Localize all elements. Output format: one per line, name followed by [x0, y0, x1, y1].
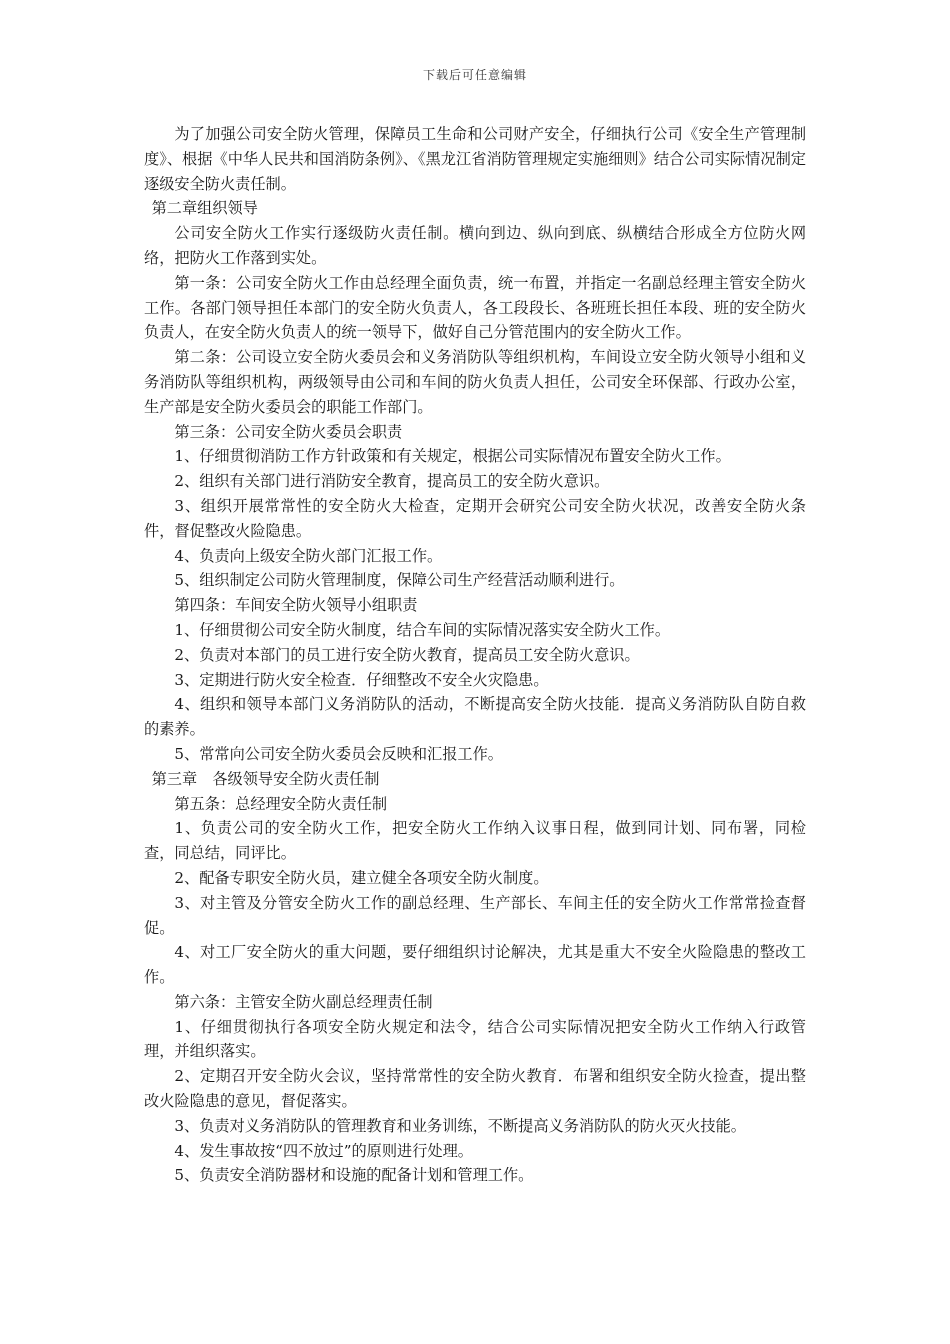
page-header: 下载后可任意编辑 [422, 68, 527, 82]
paragraph: 为了加强公司安全防火管理，保障员工生命和公司财产安全，仔细执行公司《安全生产管理制度》、根据《中华人民共和国消防条例》、《黑龙江省消防管理规定实施细则》结合公司实际情况制定逐级安全防火责任制。 [144, 125, 806, 193]
chapter-heading: 第三章 各级领导安全防火责任制 [151, 769, 380, 788]
list-item: 2、负责对本部门的员工进行安全防火教育，提高员工安全防火意识。 [174, 645, 640, 664]
paragraph: 第三条：公司安全防火委员会职责 [174, 422, 403, 441]
list-item: 5、组织制定公司防火管理制度，保障公司生产经营活动顺利进行。 [174, 571, 625, 590]
list-item: 3、对主管及分管安全防火工作的副总经理、生产部长、车间主任的安全防火工作常常捡查督促。 [144, 893, 806, 937]
list-item: 1、仔细贯彻消防工作方针政策和有关规定，根据公司实际情况布置安全防火工作。 [174, 447, 731, 466]
list-item: 2、组织有关部门进行消防安全教育，提高员工的安全防火意识。 [174, 472, 610, 491]
list-item: 4、组织和领导本部门义务消防队的活动，不断提高安全防火技能．提高义务消防队自防自救的素养。 [144, 695, 806, 739]
list-item: 3、负责对义务消防队的管理教育和业务训练，不断提高义务消防队的防火灭火技能。 [174, 1116, 746, 1135]
list-item: 1、仔细贯彻公司安全防火制度，结合车间的实际情况落实安全防火工作。 [174, 620, 671, 639]
list-item: 4、负责向上级安全防火部门汇报工作。 [174, 546, 443, 565]
list-item: 3、定期进行防火安全检查．仔细整改不安全火灾隐患。 [174, 670, 549, 689]
list-item: 2、配备专职安全防火员，建立健全各项安全防火制度。 [174, 868, 549, 887]
paragraph: 第四条：车间安全防火领导小组职责 [174, 596, 418, 615]
list-item: 5、常常向公司安全防火委员会反映和汇报工作。 [174, 744, 503, 763]
paragraph: 第一条：公司安全防火工作由总经理全面负责，统一布置，并指定一名副总经理主管安全防火工作。各部门领导担任本部门的安全防火负责人，各工段段长、各班班长担任本段、班的安全防火负责人，在安全防火负责人的统一领导下，做好自己分管范围内的安全防火工作。 [144, 273, 806, 342]
chapter-heading: 第二章组织领导 [151, 199, 258, 218]
list-item: 5、负责安全消防器材和设施的配备计划和管理工作。 [174, 1166, 534, 1185]
paragraph: 第六条：主管安全防火副总经理责任制 [174, 992, 433, 1011]
list-item: 1、负责公司的安全防火工作，把安全防火工作纳入议事日程，做到同计划、同布署，同检查，同总结，同评比。 [144, 819, 806, 863]
paragraph: 第二条：公司设立安全防火委员会和义务消防队等组织机构，车间设立安全防火领导小组和义务消防队等组织机构，两级领导由公司和车间的防火负责人担任，公司安全环保部、行政办公室，生产部是安全防火委员会的职能工作部门。 [144, 348, 806, 416]
paragraph: 公司安全防火工作实行逐级防火责任制。横向到边、纵向到底、纵横结合形成全方位防火网络，把防火工作落到实处。 [144, 224, 806, 267]
list-item: 4、发生事故按“四不放过”的原则进行处理。 [174, 1141, 473, 1160]
list-item: 3、组织开展常常性的安全防火大检查，定期开会研究公司安全防火状况，改善安全防火条件，督促整改火险隐患。 [144, 496, 806, 540]
list-item: 2、定期召开安全防火会议，坚持常常性的安全防火教育．布署和组织安全防火捡查，提出整改火险隐患的意见，督促落实。 [144, 1067, 806, 1111]
list-item: 4、对工厂安全防火的重大问题，要仔细组织讨论解决，尤其是重大不安全火险隐患的整改工作。 [144, 943, 806, 987]
paragraph: 第五条：总经理安全防火责任制 [174, 794, 388, 813]
document-body [144, 122, 806, 1188]
list-item: 1、仔细贯彻执行各项安全防火规定和法令，结合公司实际情况把安全防火工作纳入行政管理，并组织落实。 [144, 1017, 806, 1061]
